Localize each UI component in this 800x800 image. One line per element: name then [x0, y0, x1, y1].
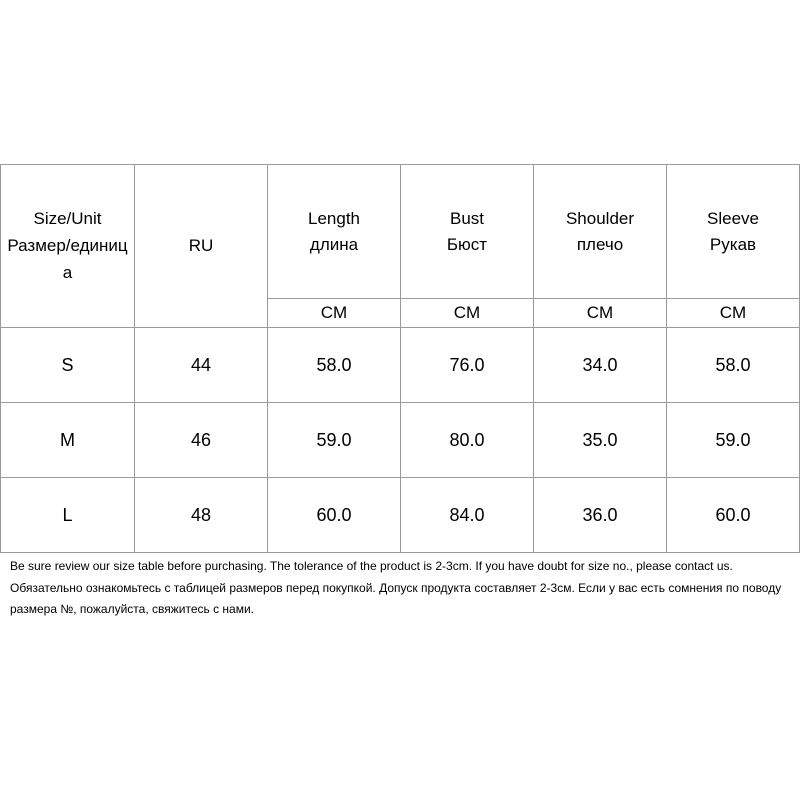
note-russian: Обязательно ознакомьтесь с таблицей размеров перед покупкой. Допуск продукта составляет 2-3см. Если у вас есть сомнения по поводу размера №, пожалуйста, свяжитесь с нами. — [10, 580, 782, 616]
cell-size: L — [1, 478, 135, 553]
cell-shoulder: 35.0 — [534, 403, 667, 478]
table-row-m — [1, 403, 800, 478]
cell-bust: 80.0 — [401, 403, 534, 478]
table-row-s — [1, 328, 800, 403]
header-bust-en: Bust — [449, 208, 485, 228]
header-sleeve-en: Sleeve — [707, 208, 759, 228]
cell-bust: 76.0 — [401, 328, 534, 403]
header-length — [268, 165, 401, 299]
header-shoulder — [534, 165, 667, 299]
size-note — [10, 556, 790, 621]
table-row-l — [1, 478, 800, 553]
cell-length: 58.0 — [268, 328, 401, 403]
header-bust-ru: Бюст — [446, 234, 488, 254]
cell-bust: 84.0 — [401, 478, 534, 553]
header-size-unit-en: Size/Unit — [33, 209, 102, 228]
cell-sleeve: 59.0 — [667, 403, 800, 478]
cell-ru: 48 — [135, 478, 268, 553]
header-bust — [401, 165, 534, 299]
cell-ru: 46 — [135, 403, 268, 478]
size-table — [0, 164, 800, 553]
cell-length: 59.0 — [268, 403, 401, 478]
header-length-ru: длина — [309, 234, 359, 254]
cell-length: 60.0 — [268, 478, 401, 553]
cell-size: S — [1, 328, 135, 403]
cell-shoulder: 36.0 — [534, 478, 667, 553]
cell-sleeve: 58.0 — [667, 328, 800, 403]
header-length-en: Length — [308, 208, 360, 228]
header-ru — [135, 165, 268, 328]
cell-size: M — [1, 403, 135, 478]
unit-cell-length: CM — [268, 299, 401, 328]
header-sleeve — [667, 165, 800, 299]
header-shoulder-en: Shoulder — [565, 208, 635, 228]
table-header-row — [1, 165, 800, 299]
cell-sleeve: 60.0 — [667, 478, 800, 553]
header-size-unit — [1, 165, 135, 328]
header-size-unit-ru: Размер/единица — [7, 236, 128, 282]
note-english: Be sure review our size table before purchasing. The tolerance of the product is 2-3cm. If you have doubt for size no., please contact us. — [10, 559, 733, 573]
unit-cell-shoulder: CM — [534, 299, 667, 328]
header-sleeve-ru: Рукав — [709, 234, 757, 254]
header-shoulder-ru: плечо — [576, 234, 624, 254]
header-ru-label: RU — [188, 236, 214, 255]
cell-shoulder: 34.0 — [534, 328, 667, 403]
unit-cell-bust: CM — [401, 299, 534, 328]
unit-cell-sleeve: CM — [667, 299, 800, 328]
cell-ru: 44 — [135, 328, 268, 403]
